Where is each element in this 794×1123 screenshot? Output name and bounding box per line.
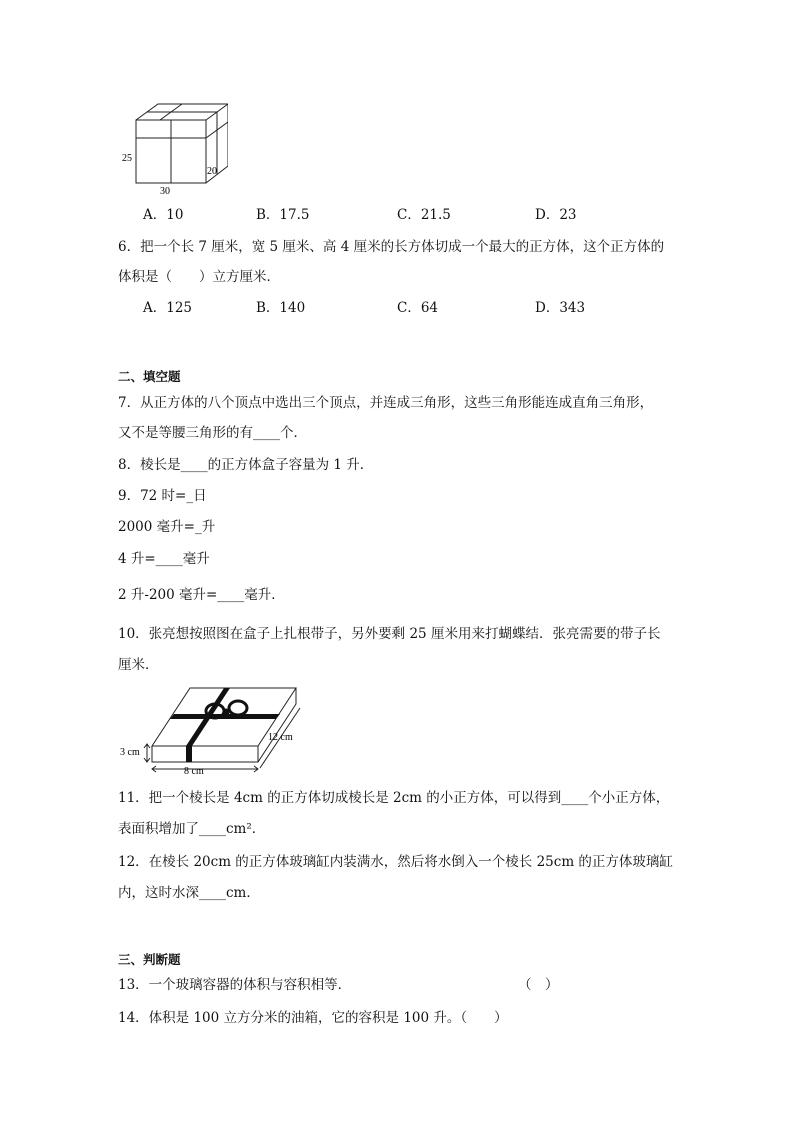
section-2-title: 二、填空题 [118, 369, 181, 384]
question-8: 8．棱长是____的正方体盒子容量为 1 升． [118, 457, 374, 473]
question-7-line2: 又不是等腰三角形的有____个． [118, 425, 307, 441]
question-10-line1: 10．张亮想按照图在盒子上扎根带子，另外要剩 25 厘米用来打蝴蝶结．张亮需要的带子长 [118, 626, 661, 642]
question-14: 14．体积是 100 立方分米的油箱，它的容积是 100 升。（ ） [118, 1010, 508, 1026]
box-length-label: 12 cm [268, 732, 293, 743]
question-9-line1: 9．72 时=_日 [118, 488, 207, 504]
question-13: 13．一个玻璃容器的体积与容积相等． [118, 977, 352, 993]
question-12-line1: 12．在棱长 20cm 的正方体玻璃缸内装满水，然后将水倒入一个棱长 25cm 的正方体玻璃缸 [118, 854, 673, 870]
question-10-line2: 厘米． [118, 657, 159, 673]
question-6-line1: 6．把一个长 7 厘米，宽 5 厘米、高 4 厘米的长方体切成一个最大的正方体，这个正方体的 [118, 239, 665, 255]
q6-option-a[interactable]: A．125 [143, 300, 193, 316]
question-6-line2: 体积是（ ）立方厘米． [118, 269, 280, 285]
cube-height-label: 25 [122, 153, 132, 164]
question-9-line3: 4 升=____毫升 [118, 551, 210, 567]
q5-option-c[interactable]: C．21.5 [397, 207, 451, 223]
q6-option-c[interactable]: C．64 [397, 300, 439, 316]
question-11-line1: 11．把一个棱长是 4cm 的正方体切成棱长是 2cm 的小正方体，可以得到____个小正方体， [118, 790, 670, 806]
cube-width-label: 30 [160, 186, 170, 197]
q5-option-d[interactable]: D．23 [535, 207, 577, 223]
section-3-title: 三、判断题 [118, 952, 181, 967]
question-13-answer-paren[interactable]: （ ） [518, 977, 559, 993]
box-ribbon-figure [118, 682, 333, 777]
q5-option-b[interactable]: B．17.5 [256, 207, 310, 223]
cube-depth-label: 20 [207, 166, 217, 177]
box-height-label: 3 cm [120, 747, 140, 758]
box-width-label: 8 cm [184, 766, 204, 777]
q5-option-a[interactable]: A．10 [143, 207, 184, 223]
q6-option-b[interactable]: B．140 [256, 300, 306, 316]
question-9-line4: 2 升-200 毫升=____毫升． [118, 587, 285, 603]
question-7-line1: 7．从正方体的八个顶点中选出三个顶点，并连成三角形，这些三角形能连成直角三角形， [118, 395, 654, 411]
question-11-line2: 表面积增加了____cm²． [118, 821, 266, 837]
question-9-line2: 2000 毫升=_升 [118, 519, 216, 535]
cube-ribbon-figure [118, 98, 228, 198]
q6-option-d[interactable]: D．343 [535, 300, 586, 316]
question-12-line2: 内，这时水深____cm． [118, 885, 260, 901]
